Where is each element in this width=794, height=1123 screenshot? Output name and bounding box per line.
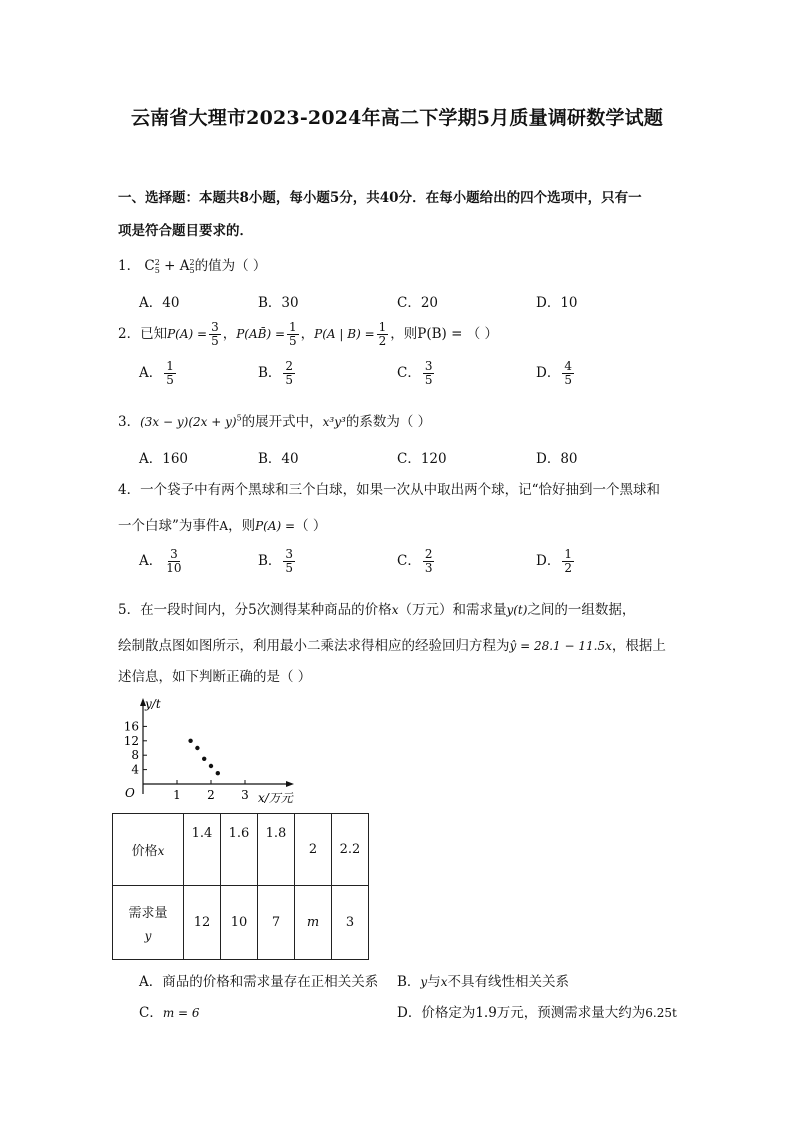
- q1-option-d[interactable]: D．10: [536, 295, 578, 311]
- table-row: [113, 814, 369, 886]
- table-cell: 2.2: [332, 814, 369, 886]
- x-tick-label: 2: [207, 788, 215, 802]
- q5-option-d[interactable]: D．价格定为1.9万元，预测需求量大约为6.25t: [397, 1005, 677, 1021]
- scatter-points: [188, 739, 220, 776]
- q2-option-c[interactable]: C． $\frac{3}{5}$: [397, 359, 433, 387]
- origin-label: O: [125, 786, 135, 800]
- scatter-point: [202, 757, 206, 761]
- y-tick-label: 16: [123, 719, 139, 734]
- table-cell: 1.8: [258, 814, 295, 886]
- q1-option-a[interactable]: A．40: [139, 295, 180, 311]
- x-tick-label: 3: [241, 788, 249, 802]
- q4-option-d[interactable]: D． $\frac{1}{2}$: [536, 547, 572, 575]
- question-2: 2．已知P(A) = $\frac{3}{5}$ ，P(AB̄) = $\frac{1}{5}$ ，P(A | B) = $\frac{1}{2}$ ，则P(B) = （ ）: [118, 320, 498, 348]
- question-5-line3: 述信息，如下判断正确的是（ ）: [118, 669, 312, 685]
- question-5-line2: 绘制散点图如图所示，利用最小二乘法求得相应的经验回归方程为ŷ = 28.1 − 11.5x，根据上: [118, 638, 666, 654]
- x-ticks: [173, 780, 249, 802]
- q5-option-b[interactable]: B．y与x不具有线性相关关系: [397, 974, 569, 990]
- table-cell: 7: [258, 886, 295, 960]
- section1-instructions-line2: 项是符合题目要求的．: [118, 223, 253, 239]
- table-cell: 3: [332, 886, 369, 960]
- q2-option-a[interactable]: A． $\frac{1}{5}$: [139, 359, 174, 387]
- q2-option-d[interactable]: D． $\frac{4}{5}$: [536, 359, 572, 387]
- scatter-point: [209, 764, 213, 768]
- q1-option-c[interactable]: C．20: [397, 295, 439, 311]
- y-axis: [140, 698, 146, 794]
- q4-option-a[interactable]: A． $\frac{3}{10}$: [139, 547, 182, 575]
- x-axis-label: x/万元: [258, 791, 293, 805]
- table-cell: 2: [295, 814, 332, 886]
- y-axis-label: y/t: [145, 697, 161, 711]
- q5-option-a[interactable]: A．商品的价格和需求量存在正相关关系: [139, 974, 379, 990]
- y-tick-label: 4: [131, 762, 139, 777]
- q4-option-c[interactable]: C． $\frac{2}{3}$: [397, 547, 433, 575]
- q1-arrangement: A 2 5: [179, 257, 195, 275]
- table-row-label: 价格x: [113, 814, 184, 886]
- q5-option-c[interactable]: C．m = 6: [139, 1005, 200, 1021]
- y-tick-label: 8: [131, 748, 139, 763]
- table-row: [113, 886, 369, 960]
- q3-option-b[interactable]: B．40: [258, 451, 299, 467]
- q3-option-c[interactable]: C．120: [397, 451, 447, 467]
- page-title: 云南省大理市2023-2024年高二下学期5月质量调研数学试题: [130, 107, 664, 129]
- table-cell: 10: [221, 886, 258, 960]
- question-3: 3．$(3x - y)(2x + y)^5$的展开式中，x³y³的系数为（ ）: [118, 413, 432, 430]
- y-tick-label: 12: [123, 733, 139, 748]
- question-1: 1． C 2 5 + A 2 5 的值为（ ）: [118, 257, 267, 275]
- section1-instructions-line1: 一、选择题：本题共8小题，每小题5分，共40分．在每小题给出的四个选项中，只有一: [118, 190, 642, 206]
- table-row-label: 需求量 y: [113, 886, 184, 960]
- question-5-line1: 5．在一段时间内，分5次测得某种商品的价格x（万元）和需求量y(t)之间的一组数据，: [118, 602, 636, 618]
- q1-option-b[interactable]: B．30: [258, 295, 299, 311]
- table-cell: 12: [184, 886, 221, 960]
- scatter-point: [188, 739, 192, 743]
- q2-option-b[interactable]: B． $\frac{2}{5}$: [258, 359, 294, 387]
- table-cell: m: [295, 886, 332, 960]
- question-4-line2: 一个白球”为事件A，则P(A) =（ ）: [118, 518, 327, 534]
- x-tick-label: 1: [173, 788, 181, 802]
- data-table: [112, 813, 369, 960]
- q3-option-d[interactable]: D．80: [536, 451, 578, 467]
- q4-option-b[interactable]: B． $\frac{3}{5}$: [258, 547, 294, 575]
- scatter-point: [216, 771, 220, 775]
- x-axis: [143, 781, 294, 787]
- table-cell: 1.6: [221, 814, 258, 886]
- question-1-number: 1．: [118, 258, 141, 274]
- scatter-plot: [112, 694, 312, 810]
- question-4-line1: 4．一个袋子中有两个黑球和三个白球，如果一次从中取出两个球，记“恰好抽到一个黑球和: [118, 482, 660, 498]
- q3-option-a[interactable]: A．160: [139, 451, 189, 467]
- q1-combination: C 2 5: [144, 257, 160, 275]
- table-cell: 1.4: [184, 814, 221, 886]
- scatter-point: [195, 746, 199, 750]
